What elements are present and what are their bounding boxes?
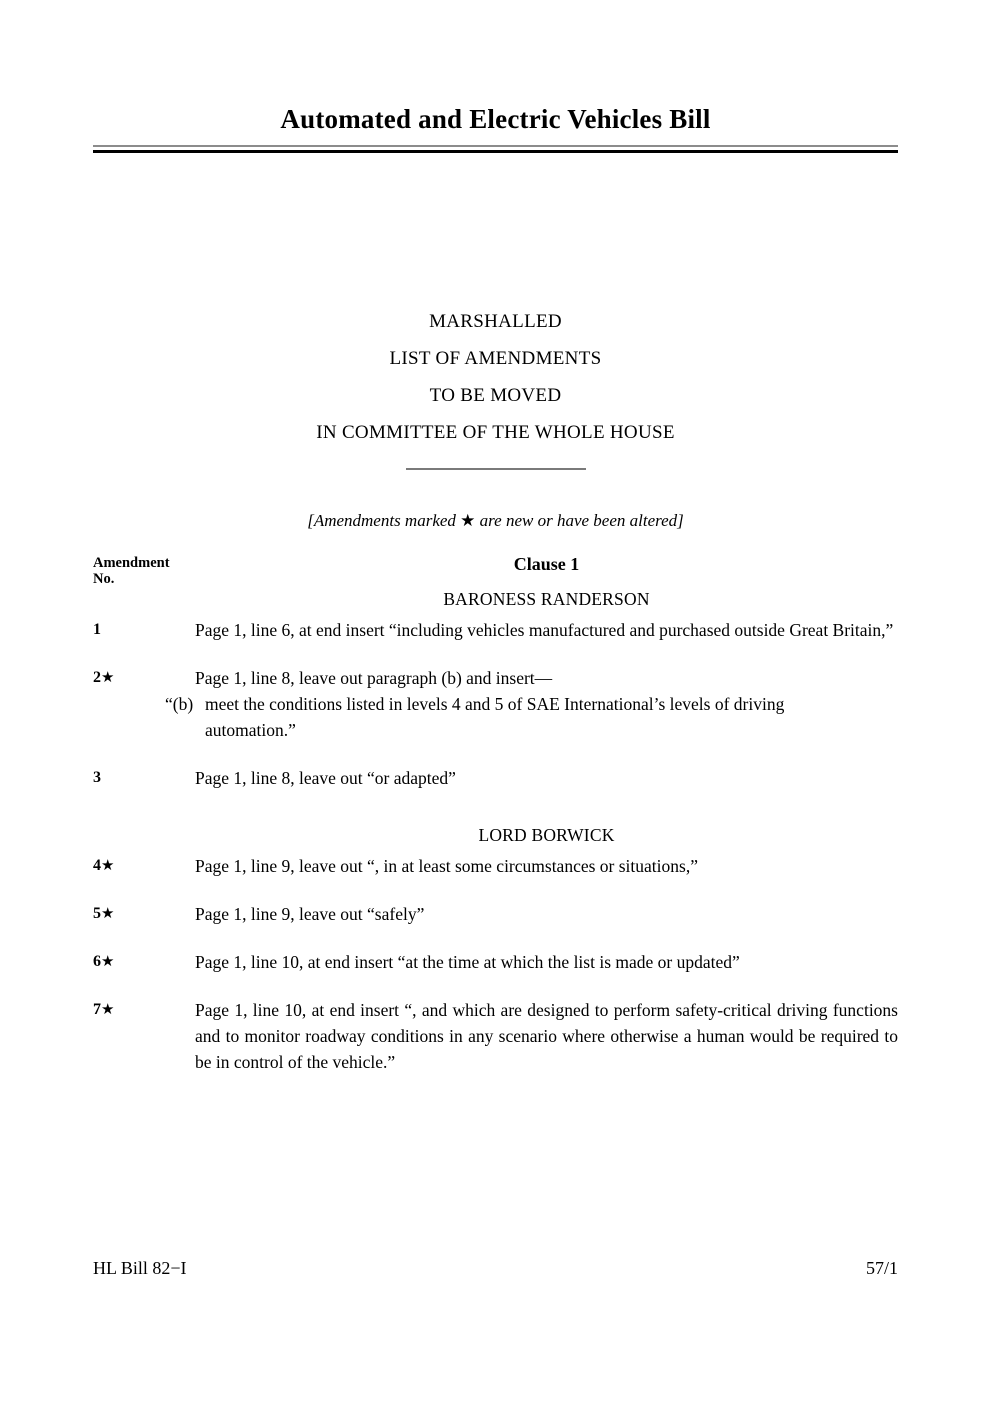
amendments-list bbox=[93, 589, 898, 1097]
starred-amendments-note bbox=[93, 511, 898, 531]
amendment-number-value: 7 bbox=[93, 1001, 101, 1018]
title-divider bbox=[93, 145, 898, 153]
member-heading-baroness-randerson: BARONESS RANDERSON bbox=[443, 589, 650, 609]
star-icon: ★ bbox=[101, 858, 115, 874]
amendment-text-3: Page 1, line 8, leave out “or adapted” bbox=[195, 768, 456, 788]
amendment-row-7 bbox=[93, 997, 898, 1075]
clause-heading: Clause 1 bbox=[513, 554, 580, 574]
amendment-text-7: Page 1, line 10, at end insert “, and which are designed to perform safety-critical driving functions and to monitor roadway conditions in any scenario where otherwise a human would be required to be in control of the vehicle.” bbox=[195, 1000, 898, 1072]
amendment-number-value: 5 bbox=[93, 905, 101, 922]
amendment-number-value: 6 bbox=[93, 953, 101, 970]
amendment-row-4 bbox=[93, 853, 898, 879]
star-icon: ★ bbox=[101, 906, 115, 922]
amendment-number-5 bbox=[93, 901, 188, 927]
amendment-number-column-header bbox=[93, 556, 170, 587]
amendment-number-1 bbox=[93, 617, 188, 643]
note-suffix-text: are new or have been altered] bbox=[475, 511, 684, 530]
inserted-paragraph-label: “(b) bbox=[165, 694, 194, 714]
amendment-row-2 bbox=[93, 665, 898, 743]
page-title: Automated and Electric Vehicles Bill bbox=[280, 104, 711, 134]
bill-reference: HL Bill 82−I bbox=[93, 1258, 187, 1278]
page-reference: 57/1 bbox=[865, 1258, 898, 1278]
heading-line-list-of-amendments: LIST OF AMENDMENTS bbox=[389, 348, 602, 369]
heading-separator-rule bbox=[406, 468, 586, 470]
amendment-number-4 bbox=[93, 853, 188, 879]
amendment-number-3 bbox=[93, 765, 188, 791]
amendment-number-6 bbox=[93, 949, 188, 975]
amendment-number-header-line-2: No. bbox=[93, 570, 115, 587]
member-heading-lord-borwick: LORD BORWICK bbox=[478, 825, 615, 845]
amendment-text-4: Page 1, line 9, leave out “, in at least some circumstances or situations,” bbox=[195, 856, 698, 876]
amendment-number-value: 1 bbox=[93, 621, 101, 638]
amendment-number-2 bbox=[93, 665, 188, 691]
title-divider-thick-rule bbox=[93, 150, 898, 153]
star-icon: ★ bbox=[101, 954, 115, 970]
heading-line-in-committee: IN COMMITTEE OF THE WHOLE HOUSE bbox=[316, 422, 675, 443]
amendment-text-6: Page 1, line 10, at end insert “at the time at which the list is made or updated” bbox=[195, 952, 740, 972]
amendment-text-1: Page 1, line 6, at end insert “including vehicles manufactured and purchased outside Great Britain,” bbox=[195, 620, 894, 640]
amendment-2-inserted-paragraph bbox=[165, 691, 836, 743]
star-icon: ★ bbox=[101, 1002, 115, 1018]
amendment-row-1 bbox=[93, 617, 898, 643]
amendment-number-value: 2 bbox=[93, 669, 101, 686]
document-heading-block bbox=[93, 303, 898, 451]
inserted-paragraph-text: meet the conditions listed in levels 4 and 5 of SAE International’s levels of driving automation.” bbox=[205, 694, 785, 740]
star-icon: ★ bbox=[101, 670, 115, 686]
amendment-row-5 bbox=[93, 901, 898, 927]
note-prefix-text: [Amendments marked bbox=[307, 511, 461, 530]
amendment-text-2: Page 1, line 8, leave out paragraph (b) and insert— bbox=[195, 668, 553, 688]
heading-line-marshalled: MARSHALLED bbox=[429, 311, 562, 332]
amendment-number-7 bbox=[93, 997, 188, 1023]
amendment-row-3 bbox=[93, 765, 898, 791]
amendment-text-5: Page 1, line 9, leave out “safely” bbox=[195, 904, 425, 924]
amendment-row-6 bbox=[93, 949, 898, 975]
star-icon: ★ bbox=[460, 511, 476, 530]
amendment-number-value: 3 bbox=[93, 769, 101, 786]
page-footer bbox=[93, 1258, 898, 1279]
amendment-number-value: 4 bbox=[93, 857, 101, 874]
heading-line-to-be-moved: TO BE MOVED bbox=[429, 385, 562, 406]
amendment-number-header-line-1: Amendment bbox=[93, 555, 170, 571]
